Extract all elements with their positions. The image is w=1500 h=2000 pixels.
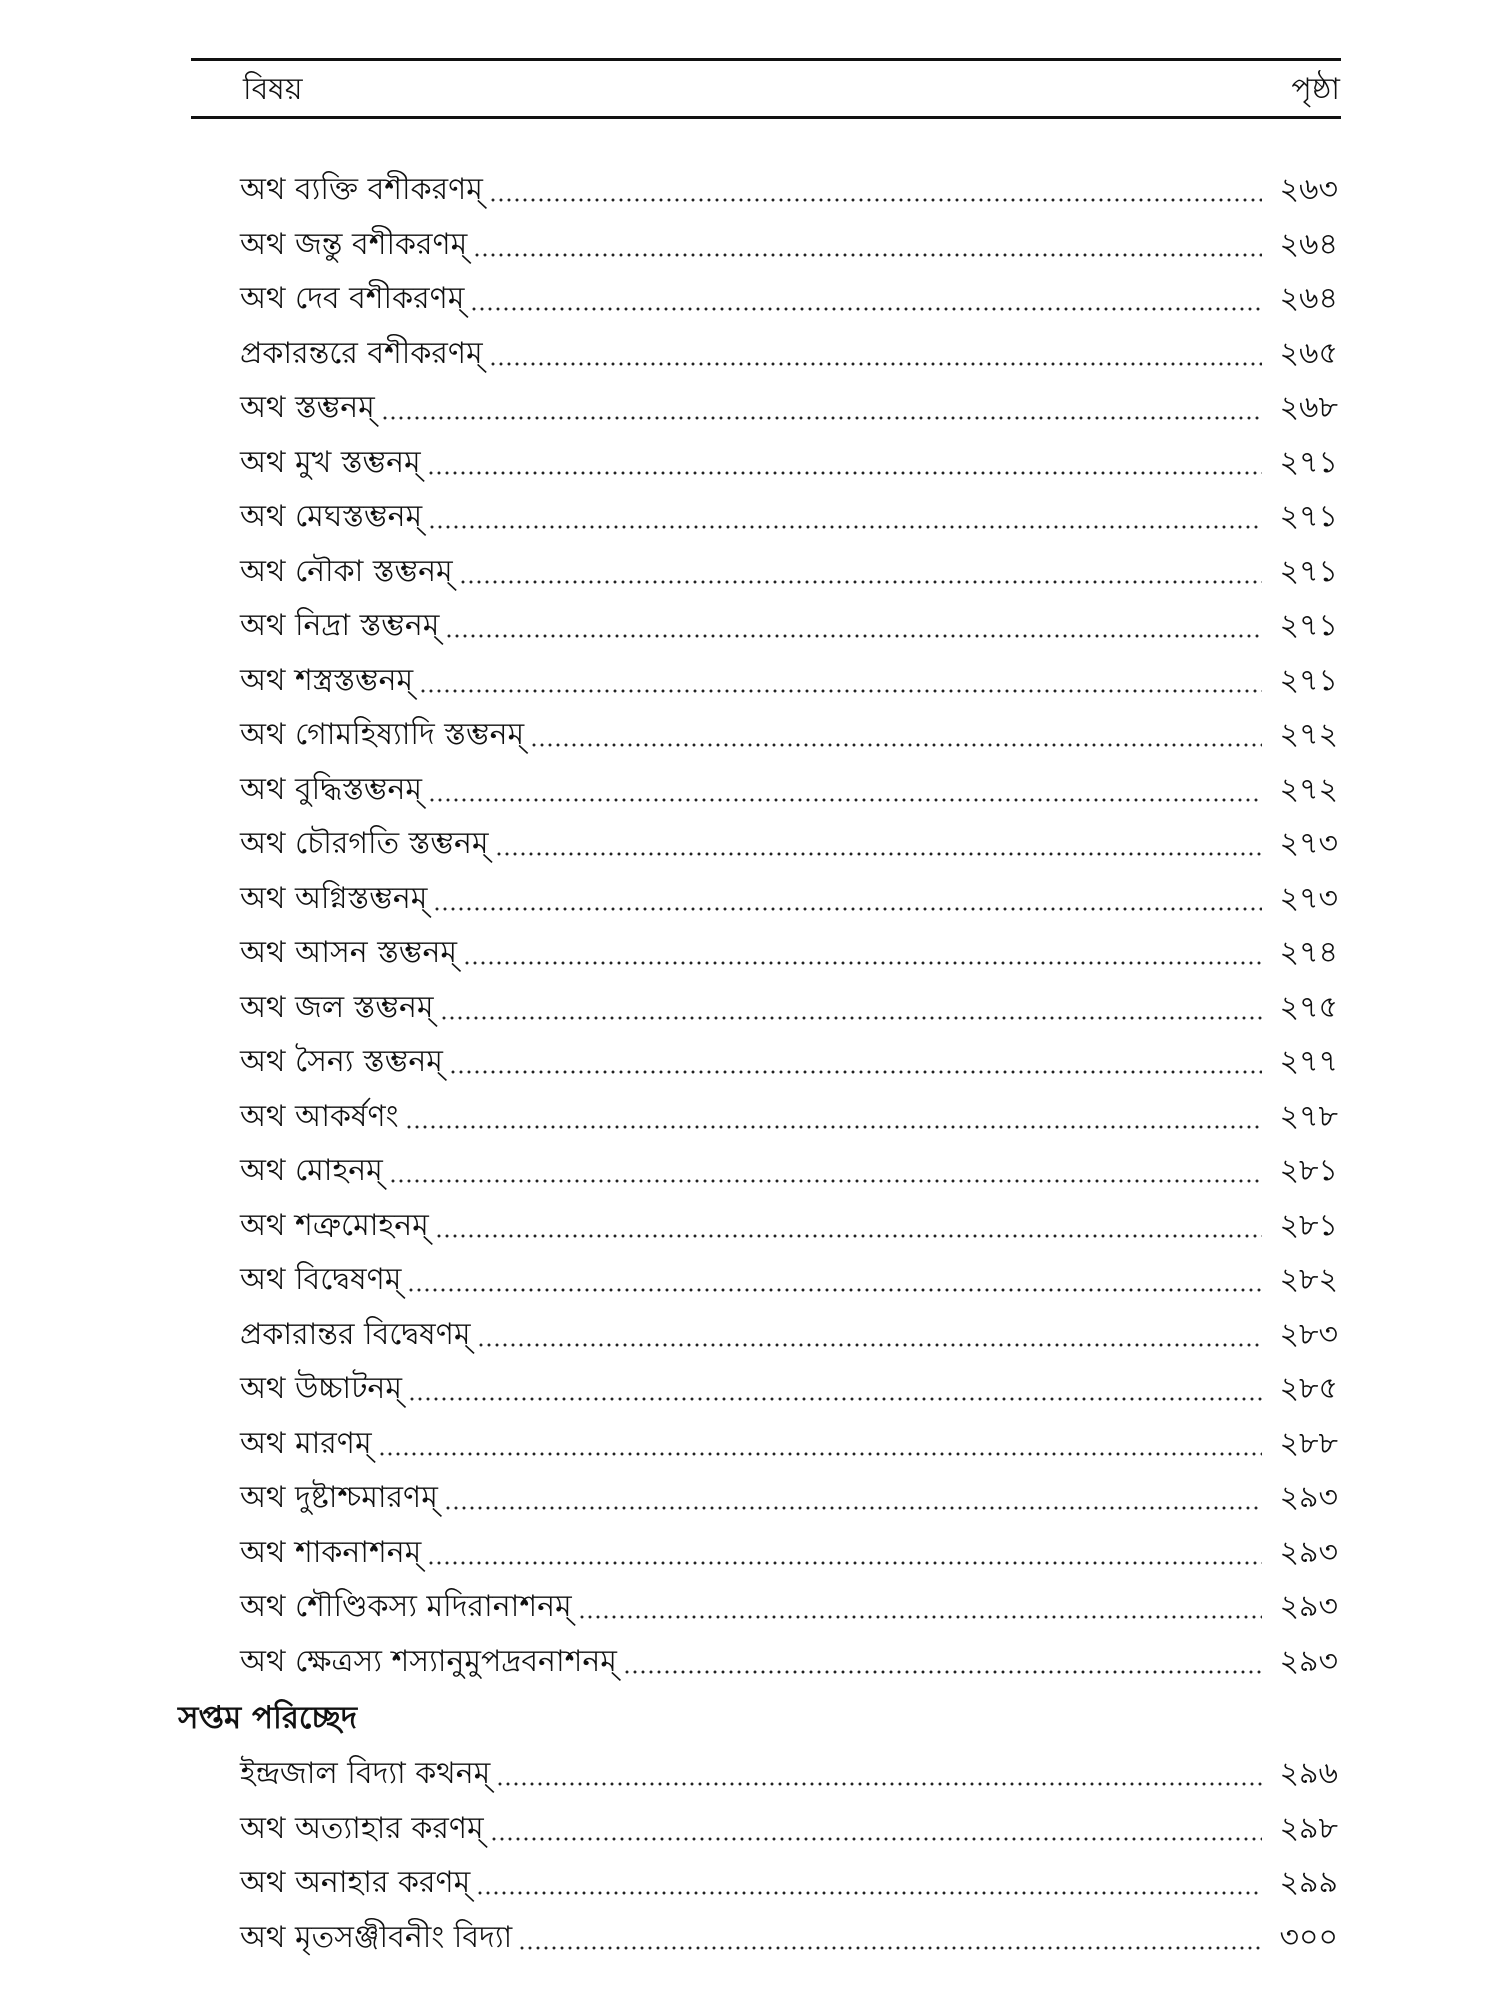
toc-entry-page: ২৭৩	[1279, 880, 1338, 916]
toc-entry-title: অথ চৌরগতি স্তম্ভনম্	[240, 826, 489, 861]
toc-entry-page: ২৭৪	[1279, 935, 1338, 970]
toc-entry[interactable]	[178, 1526, 1338, 1581]
dot-leader	[428, 525, 1262, 529]
dot-leader	[419, 689, 1262, 693]
dot-leader	[490, 1837, 1262, 1841]
toc-entry-page: ২৯৬	[1279, 1756, 1338, 1791]
dot-leader	[477, 1343, 1263, 1347]
table-of-contents	[178, 163, 1338, 1965]
toc-entry-page: ২৬৪	[1279, 281, 1338, 316]
toc-entry[interactable]	[178, 218, 1338, 273]
toc-entry-title: অথ বুদ্ধিস্তম্ভনম্	[240, 771, 423, 807]
dot-leader	[427, 471, 1262, 475]
toc-entry[interactable]	[178, 763, 1338, 818]
toc-entry-title: অথ অত্যাহার করণম্	[240, 1810, 484, 1846]
toc-entry-title: অথ শৌণ্ডিকস্য মদিরানাশনম্	[240, 1589, 572, 1624]
dot-leader	[578, 1615, 1262, 1619]
dot-leader	[496, 1782, 1262, 1786]
header-subject-label: বিষয়	[243, 72, 303, 107]
toc-entry[interactable]	[178, 1747, 1338, 1802]
toc-entry[interactable]	[178, 545, 1338, 600]
dot-leader	[381, 416, 1262, 420]
dot-leader	[407, 1288, 1262, 1292]
toc-entry[interactable]	[178, 872, 1338, 927]
toc-entry-page: ২৭১	[1279, 662, 1338, 698]
toc-entry-title: অথ দেব বশীকরণম্	[240, 281, 465, 316]
toc-entry[interactable]	[178, 1090, 1338, 1145]
toc-entry-title: অথ উচ্চাটনম্	[240, 1371, 402, 1406]
toc-entry-title: অথ গোমহিষ্যাদি স্তম্ভনম্	[240, 717, 525, 752]
toc-entry-page: ২৭১	[1279, 444, 1338, 480]
toc-entry[interactable]	[178, 1199, 1338, 1254]
header-bottom-rule	[191, 116, 1341, 119]
toc-entry[interactable]	[178, 272, 1338, 327]
toc-entry-title: অথ ক্ষেত্রস্য শস্যানুমুপদ্রবনাশনম্	[240, 1643, 617, 1679]
toc-entry-page: ২৭২	[1279, 717, 1338, 752]
toc-entry-title: অথ দুষ্টাশ্চমারণম্	[240, 1480, 438, 1515]
toc-entry[interactable]	[178, 1911, 1338, 1966]
dot-leader	[476, 1891, 1262, 1895]
dot-leader	[489, 362, 1262, 366]
toc-entry-title: অথ শস্ত্রস্তম্ভনম্	[240, 662, 414, 698]
toc-entry[interactable]	[178, 654, 1338, 709]
toc-entry-page: ২৮৮	[1279, 1425, 1338, 1461]
toc-entry-page: ২৬৫	[1279, 335, 1338, 371]
toc-entry[interactable]	[178, 163, 1338, 218]
toc-entry-title: অথ মেঘস্তম্ভনম্	[240, 499, 423, 534]
toc-entry-page: ২৯৩	[1279, 1480, 1338, 1515]
toc-entry-page: ২৮২	[1279, 1262, 1338, 1297]
toc-entry-title: অথ জন্তু বশীকরণম্	[240, 226, 468, 262]
toc-entry[interactable]	[178, 981, 1338, 1036]
dot-leader	[530, 743, 1262, 747]
toc-entry[interactable]	[178, 1471, 1338, 1526]
toc-entry-page: ২৮১	[1279, 1207, 1338, 1243]
dot-leader	[444, 1506, 1262, 1510]
toc-entry[interactable]	[178, 1856, 1338, 1911]
dot-leader	[435, 1234, 1262, 1238]
toc-entry-title: অথ নিদ্রা স্তম্ভনম্	[240, 608, 440, 643]
toc-entry-page: ৩০০	[1279, 1919, 1338, 1955]
toc-entry-page: ২৯৩	[1279, 1534, 1338, 1570]
toc-entry[interactable]	[178, 1253, 1338, 1308]
toc-entry[interactable]	[178, 1635, 1338, 1690]
toc-entry[interactable]	[178, 708, 1338, 763]
toc-entry-page: ২৭১	[1279, 499, 1338, 534]
header-page-label: পৃষ্ঠা	[1291, 72, 1340, 107]
toc-entry-page: ২৮৫	[1279, 1371, 1338, 1406]
toc-entry-title: অথ মোহনম্	[240, 1153, 383, 1188]
dot-leader	[489, 198, 1262, 202]
dot-leader	[427, 1561, 1262, 1565]
dot-leader	[463, 961, 1262, 965]
toc-entry-title: অথ মুখ স্তম্ভনম্	[240, 444, 421, 480]
toc-entry[interactable]	[178, 1802, 1338, 1857]
toc-entry[interactable]	[178, 599, 1338, 654]
toc-entry-title: অথ অনাহার করণম্	[240, 1865, 471, 1900]
toc-entry-title: অথ অগ্নিস্তম্ভনম্	[240, 880, 428, 916]
toc-entry[interactable]	[178, 1308, 1338, 1363]
dot-leader	[405, 1125, 1262, 1129]
dot-leader	[495, 852, 1262, 856]
toc-entry-page: ২৭৭	[1279, 1044, 1338, 1079]
toc-entry-title: অথ আকর্ষণং	[240, 1098, 399, 1134]
toc-entry[interactable]	[178, 327, 1338, 382]
section-toc-entries	[178, 1747, 1338, 1965]
toc-entry-page: ২৭২	[1279, 771, 1338, 807]
toc-entry-title: প্রকারন্তরে বশীকরণম্	[240, 335, 483, 371]
toc-entry[interactable]	[178, 926, 1338, 981]
dot-leader	[440, 1016, 1262, 1020]
toc-entries	[178, 163, 1338, 1689]
toc-entry-page: ২৯৯	[1279, 1865, 1338, 1900]
toc-entry-title: অথ মারণম্	[240, 1425, 372, 1461]
dot-leader	[389, 1179, 1262, 1183]
dot-leader	[473, 253, 1262, 257]
dot-leader	[378, 1452, 1262, 1456]
toc-entry-page: ২৭১	[1279, 608, 1338, 643]
toc-entry-title: অথ স্তম্ভনম্	[240, 390, 375, 425]
toc-entry-page: ২৮৩	[1279, 1316, 1338, 1352]
toc-entry[interactable]	[178, 1144, 1338, 1199]
toc-entry-title: অথ সৈন্য স্তম্ভনম্	[240, 1044, 443, 1079]
header-top-rule	[191, 58, 1341, 61]
toc-entry-page: ২৬৪	[1279, 226, 1338, 262]
toc-entry-title: অথ নৌকা স্তম্ভনম্	[240, 553, 453, 589]
toc-entry-title: অথ ব্যক্তি বশীকরণম্	[240, 172, 483, 207]
toc-entry-page: ২৯৩	[1279, 1589, 1338, 1624]
toc-entry-page: ২৬৩	[1279, 172, 1338, 207]
toc-entry-page: ২৭৫	[1279, 989, 1338, 1025]
dot-leader	[470, 307, 1262, 311]
toc-entry[interactable]	[178, 1580, 1338, 1635]
dot-leader	[518, 1946, 1262, 1950]
toc-entry-title: অথ জল স্তম্ভনম্	[240, 989, 434, 1025]
dot-leader	[428, 798, 1262, 802]
toc-entry-title: প্রকারান্তর বিদ্বেষণম্	[240, 1316, 471, 1352]
dot-leader	[408, 1397, 1262, 1401]
toc-entry[interactable]	[178, 381, 1338, 436]
toc-entry-title: ইন্দ্রজাল বিদ্যা কথনম্	[240, 1756, 491, 1791]
toc-entry[interactable]	[178, 1362, 1338, 1417]
toc-entry[interactable]	[178, 490, 1338, 545]
dot-leader	[449, 1070, 1262, 1074]
toc-entry-title: অথ মৃতসঞ্জীবনীং বিদ্যা	[240, 1919, 513, 1955]
toc-entry-page: ২৭১	[1279, 553, 1338, 589]
toc-entry[interactable]	[178, 436, 1338, 491]
toc-entry-page: ২৬৮	[1279, 390, 1338, 425]
toc-entry-title: অথ শত্রুমোহনম্	[240, 1207, 429, 1243]
toc-entry-page: ২৯৮	[1279, 1810, 1338, 1846]
dot-leader	[459, 580, 1262, 584]
toc-entry-title: অথ শাকনাশনম্	[240, 1534, 422, 1570]
toc-entry-page: ২৭৩	[1279, 826, 1338, 861]
toc-entry-title: অথ বিদ্বেষণম্	[240, 1262, 402, 1297]
toc-entry[interactable]	[178, 1035, 1338, 1090]
toc-entry-page: ২৭৮	[1279, 1098, 1338, 1134]
toc-entry[interactable]	[178, 1417, 1338, 1472]
dot-leader	[445, 634, 1262, 638]
toc-entry[interactable]	[178, 817, 1338, 872]
dot-leader	[433, 907, 1262, 911]
dot-leader	[623, 1670, 1262, 1674]
toc-entry-title: অথ আসন স্তম্ভনম্	[240, 935, 458, 970]
section-heading: সপ্তম পরিচ্ছেদ	[178, 1700, 358, 1736]
toc-entry-page: ২৮১	[1279, 1153, 1338, 1188]
toc-entry-page: ২৯৩	[1279, 1643, 1338, 1679]
